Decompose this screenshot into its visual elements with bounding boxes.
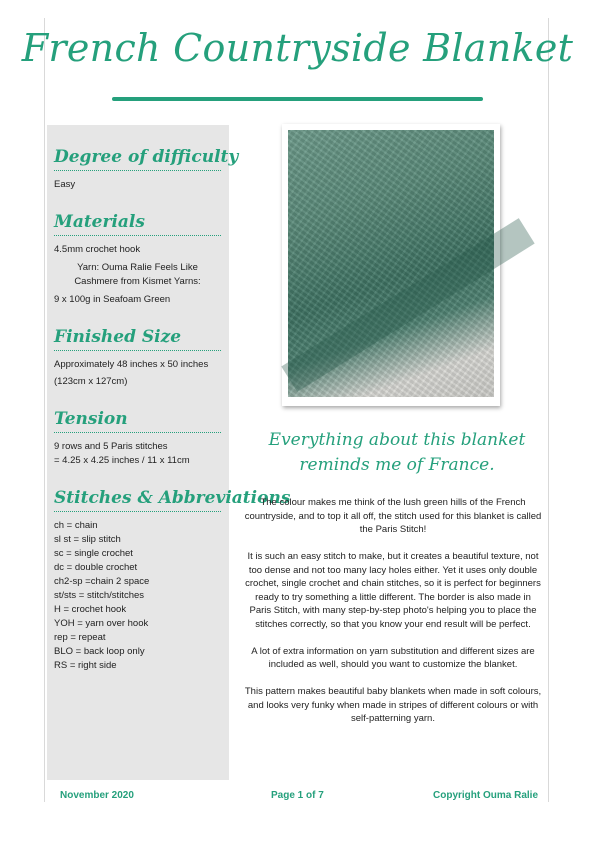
difficulty-heading: Degree of difficulty [54,147,221,171]
page-margin-rule-left [44,18,45,802]
tension-line2: = 4.25 x 4.25 inches / 11 x 11cm [54,455,190,466]
abbreviation-item: dc = double crochet [54,562,138,573]
difficulty-section [54,147,239,192]
intro-body [244,496,542,739]
abbreviation-item: YOH = yarn over hook [54,618,149,629]
abbreviation-item: H = crochet hook [54,604,127,615]
intro-headline-line1: Everything about this blanket [268,430,526,450]
materials-hook: 4.5mm crochet hook [54,244,141,255]
finished-size-heading: Finished Size [54,327,221,351]
finished-size-section [54,327,221,389]
finished-size-line1: Approximately 48 inches x 50 inches [54,359,209,370]
blanket-photo [288,130,494,397]
difficulty-value: Easy [54,179,76,190]
body-paragraph: A lot of extra information on yarn substitution and different sizes are included as well, should you want to customize the blanket. [251,645,535,670]
title-underline [112,97,483,101]
materials-quantity: 9 x 100g in Seafoam Green [54,294,171,305]
abbreviation-item: sl st = slip stitch [54,534,121,545]
materials-yarn: Yarn: Ouma Ralie Feels Like Cashmere from Kismet Yarns: [74,262,201,287]
page-margin-rule-right [548,18,549,802]
body-paragraph: This pattern makes beautiful baby blankets when made in soft colours, and looks very funky when made in stripes of different colours or with self-patterning yarn. [244,686,542,724]
abbreviation-item: ch = chain [54,520,98,531]
page-footer [0,790,595,804]
finished-size-line2: (123cm x 127cm) [54,376,128,387]
footer-page-number: Page 1 of 7 [271,790,324,801]
abbreviations-section [54,488,291,673]
pattern-info-sidebar [47,125,291,780]
page-title: French Countryside Blanket [21,26,574,70]
intro-headline-line2: reminds me of France. [299,455,495,475]
materials-section [54,212,221,307]
blanket-photo-frame [282,124,500,406]
footer-copyright: Copyright Ouma Ralie [433,790,539,801]
abbreviation-item: st/sts = stitch/stitches [54,590,145,601]
tension-line1: 9 rows and 5 Paris stitches [54,441,168,452]
abbreviation-item: rep = repeat [54,632,106,643]
materials-heading: Materials [54,212,221,236]
footer-date: November 2020 [60,790,134,801]
abbreviation-item: BLO = back loop only [54,646,145,657]
intro-headline [260,428,534,478]
body-paragraph: It is such an easy stitch to make, but it creates a beautiful texture, not too dense and not too many lacy holes either. Yet it uses only double crochet, single crochet and chain stitches, so it is perfect for beginners ready to try something a little different. The border is also made in Paris Stitch, with many step-by-step photo's helping you to place the stitches correctly, so that you know your end result will be perfect. [245,551,541,630]
abbreviations-heading: Stitches & Abbreviations [54,488,221,512]
abbreviation-item: RS = right side [54,660,117,671]
abbreviation-item: ch2-sp =chain 2 space [54,576,150,587]
body-paragraph: The colour makes me think of the lush green hills of the French countryside, and to top it all off, the stitch used for this blanket is called the Paris Stitch! [244,497,542,535]
abbreviation-item: sc = single crochet [54,548,133,559]
tension-section [54,409,221,468]
tension-heading: Tension [54,409,221,433]
